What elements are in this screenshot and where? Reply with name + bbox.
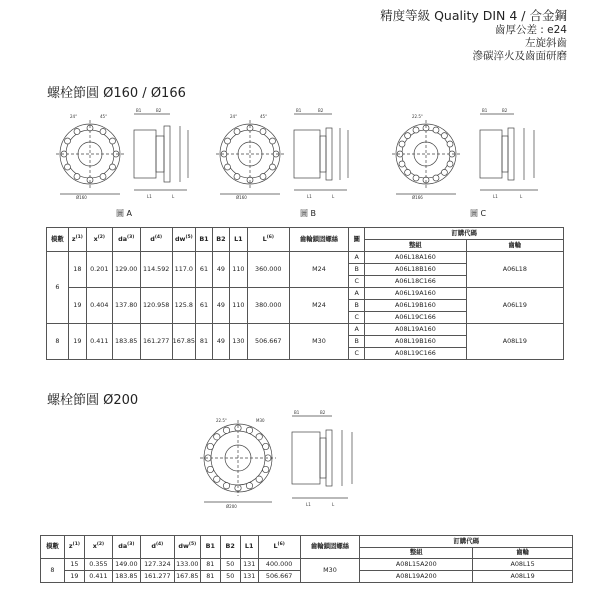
table-cell: 8 <box>41 559 65 583</box>
table-cell: 整組 <box>360 548 473 559</box>
table-cell: 161.277 <box>140 324 172 360</box>
figure-c-caption: 圖 C <box>470 209 487 218</box>
table-cell: 81 <box>200 559 220 571</box>
svg-text:L: L <box>332 502 335 507</box>
table-cell: 61 <box>196 252 213 288</box>
table-cell: 137.80 <box>112 288 140 324</box>
header-treatment: 滲碳淬火及齒面研磨 <box>472 50 567 62</box>
dim-b1: B1 <box>136 108 142 113</box>
table-cell: 81 <box>196 324 213 360</box>
bolt-holes <box>61 125 119 183</box>
table-cell: C <box>349 276 365 288</box>
table-cell: 161.277 <box>140 571 174 583</box>
table-cell: A08L19A160 <box>365 324 466 336</box>
table-cell: C <box>349 312 365 324</box>
table-cell: B2 <box>220 536 240 559</box>
svg-text:24°: 24° <box>230 114 238 119</box>
svg-text:B2: B2 <box>320 410 326 415</box>
table-cell: 125.8 <box>172 288 195 324</box>
spec-table-200 <box>40 535 573 583</box>
table-cell: 131 <box>240 571 258 583</box>
table-cell: 167.85 <box>172 324 195 360</box>
table-cell: $L^{(6)}$ <box>247 228 289 252</box>
table-cell: 模數 <box>41 536 65 559</box>
table-cell: $z^{(1)}$ <box>68 228 86 252</box>
table-cell: 15 <box>64 559 84 571</box>
table-cell: 61 <box>196 288 213 324</box>
table-cell: $x^{(2)}$ <box>84 536 112 559</box>
table-cell: 129.00 <box>112 252 140 288</box>
table-cell: 0.404 <box>86 288 112 324</box>
svg-text:B2: B2 <box>318 108 324 113</box>
table-cell: 360.000 <box>247 252 289 288</box>
table-cell: 49 <box>212 252 229 288</box>
table-cell: 0.411 <box>86 324 112 360</box>
table-cell: A08L15A200 <box>360 559 473 571</box>
table-cell: 506.667 <box>247 324 289 360</box>
header-helix: 左旋斜齒 <box>525 37 567 49</box>
svg-text:Ø160: Ø160 <box>236 195 247 200</box>
gear-code: A06L18 <box>466 252 563 288</box>
svg-text:L: L <box>520 194 523 199</box>
table-cell: A08L15 <box>473 559 573 571</box>
table-cell: 183.85 <box>112 571 140 583</box>
dim-d166: Ø166 <box>412 195 423 200</box>
table-cell: 0.355 <box>84 559 112 571</box>
table-cell: $da^{(3)}$ <box>112 536 140 559</box>
table-cell: 167.85 <box>174 571 200 583</box>
table-cell: $L^{(6)}$ <box>258 536 300 559</box>
table-cell: C <box>349 348 365 360</box>
table-cell: A08L19 <box>473 571 573 583</box>
table-cell: $z^{(1)}$ <box>64 536 84 559</box>
table-cell: B <box>349 336 365 348</box>
table-cell: A08L19A200 <box>360 571 473 583</box>
dim-angle-225: 22.5° <box>412 114 423 119</box>
table-cell: 整組 <box>365 240 466 252</box>
table-cell: A08L19B160 <box>365 336 466 348</box>
figure-b-caption: 圖 B <box>300 209 317 218</box>
table-cell: B1 <box>196 228 213 252</box>
table-cell: 117.0 <box>172 252 195 288</box>
drawing-c <box>388 106 548 206</box>
table-cell: B2 <box>212 228 229 252</box>
table-cell: 130 <box>229 324 247 360</box>
dim-angle-24: 24° <box>70 114 78 119</box>
table-cell: $d^{(4)}$ <box>140 536 174 559</box>
table-cell: 380.000 <box>247 288 289 324</box>
table-cell: M24 <box>289 252 349 288</box>
section-title-200: 螺栓節圓 Ø200 <box>47 393 139 408</box>
table-cell: L1 <box>229 228 247 252</box>
svg-text:45°: 45° <box>260 114 268 119</box>
svg-text:B2: B2 <box>502 108 508 113</box>
svg-text:L1: L1 <box>306 502 311 507</box>
table-cell: $da^{(3)}$ <box>112 228 140 252</box>
svg-text:22.5°: 22.5° <box>216 418 227 423</box>
section-title-160: 螺栓節圓 Ø160 / Ø166 <box>47 86 186 101</box>
table-cell: 49 <box>212 324 229 360</box>
dim-b2: B2 <box>156 108 162 113</box>
table-cell: A <box>349 324 365 336</box>
svg-text:B1: B1 <box>296 108 302 113</box>
table-cell: 506.667 <box>258 571 300 583</box>
figure-a-caption: 圖 A <box>116 209 133 218</box>
table-cell: $dw^{(5)}$ <box>174 536 200 559</box>
spec-table-160 <box>46 227 564 360</box>
table-cell: 120.958 <box>140 288 172 324</box>
dim-m30: M30 <box>256 418 265 423</box>
table-cell: $dw^{(5)}$ <box>172 228 195 252</box>
table-cell: 110 <box>229 252 247 288</box>
svg-text:B1: B1 <box>294 410 300 415</box>
table-cell: 齒輪鎖固螺絲 <box>289 228 349 252</box>
table-cell: 50 <box>220 571 240 583</box>
table-cell: A08L19 <box>466 324 563 360</box>
svg-text:L: L <box>332 194 335 199</box>
module-cell: 6 <box>47 252 69 324</box>
table-cell: 訂購代碼 <box>360 536 573 548</box>
table-cell: 齒輪鎖固螺絲 <box>300 536 360 559</box>
table-cell: 50 <box>220 559 240 571</box>
table-cell: 8 <box>47 324 69 360</box>
table-cell: M30 <box>289 324 349 360</box>
drawing-b <box>212 106 362 206</box>
dim-d160: Ø160 <box>76 195 87 200</box>
table-cell: A06L19A160 <box>365 288 466 300</box>
table-cell: 訂購代碼 <box>365 228 564 240</box>
table-cell: A06L18B160 <box>365 264 466 276</box>
table-cell: M24 <box>289 288 349 324</box>
table-cell: 49 <box>212 288 229 324</box>
dim-angle-45: 45° <box>100 114 108 119</box>
dim-l: L <box>172 194 175 199</box>
dim-d200: Ø200 <box>226 504 237 509</box>
table-cell: 19 <box>64 571 84 583</box>
table-cell: A06L19C166 <box>365 312 466 324</box>
drawing-a <box>52 106 202 206</box>
table-cell: 齒輪 <box>473 548 573 559</box>
table-cell: M30 <box>300 559 360 583</box>
svg-text:L1: L1 <box>307 194 312 199</box>
table-cell: L1 <box>240 536 258 559</box>
table-cell: B <box>349 300 365 312</box>
table-cell: 19 <box>68 324 86 360</box>
table-cell: A06L19 <box>466 288 563 324</box>
table-cell: 圖 <box>349 228 365 252</box>
table-cell: 19 <box>68 288 86 324</box>
table-cell: 齒輪 <box>466 240 563 252</box>
table-cell: $x^{(2)}$ <box>86 228 112 252</box>
table-cell: 131 <box>240 559 258 571</box>
table-cell: 0.411 <box>84 571 112 583</box>
table-cell: 0.201 <box>86 252 112 288</box>
table-cell: 127.324 <box>140 559 174 571</box>
header-quality: 精度等級 Quality DIN 4 / 合金鋼 <box>380 8 567 23</box>
table-cell: A <box>349 252 365 264</box>
table-cell: A06L18C166 <box>365 276 466 288</box>
table-cell: B1 <box>200 536 220 559</box>
table-cell: A06L19B160 <box>365 300 466 312</box>
table-cell: 81 <box>200 571 220 583</box>
table-cell: 18 <box>68 252 86 288</box>
table-cell: 133.00 <box>174 559 200 571</box>
table-cell: 114.592 <box>140 252 172 288</box>
order-code: A06L18A160 <box>365 252 466 264</box>
header-tolerance: 齒厚公差 : e24 <box>494 24 567 36</box>
drawing-200 <box>196 408 366 512</box>
table-cell: 149.00 <box>112 559 140 571</box>
table-cell: B <box>349 264 365 276</box>
table-cell: 110 <box>229 288 247 324</box>
table-cell: A <box>349 288 365 300</box>
table-cell: A08L19C166 <box>365 348 466 360</box>
svg-text:L1: L1 <box>493 194 498 199</box>
table-cell: 183.85 <box>112 324 140 360</box>
table-cell: 400.000 <box>258 559 300 571</box>
table-cell: $d^{(4)}$ <box>140 228 172 252</box>
svg-text:B1: B1 <box>482 108 488 113</box>
dim-l1: L1 <box>147 194 152 199</box>
table-cell: 模數 <box>47 228 69 252</box>
